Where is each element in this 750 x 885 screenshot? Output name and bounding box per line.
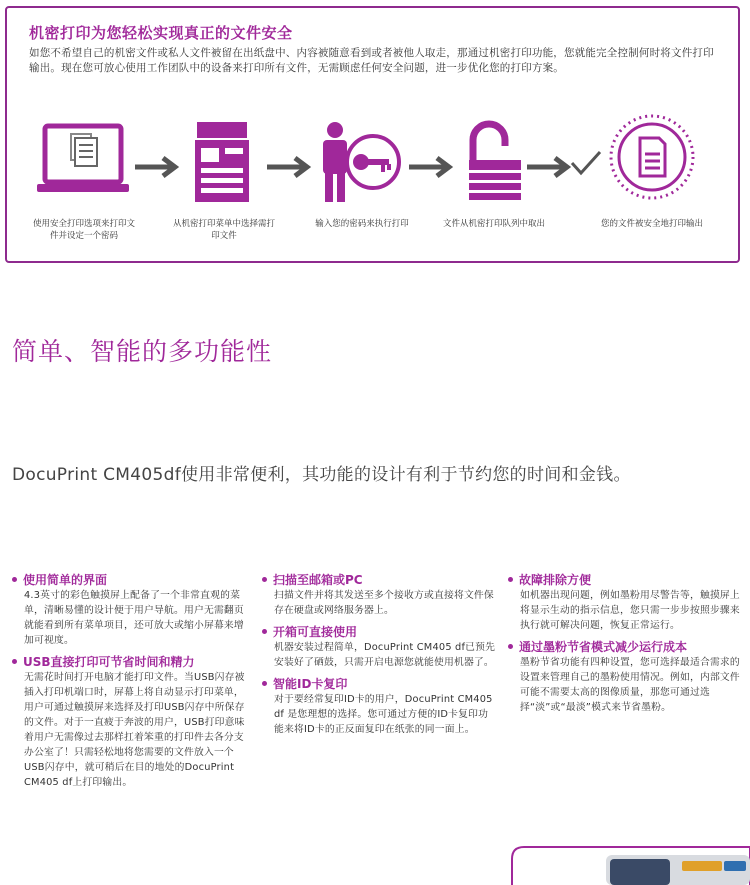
secure-document-icon [607, 112, 697, 202]
feature-item [262, 676, 498, 737]
feature-body: 机器安装过程简单，DocuPrint CM405 df已预先安装好了硒鼓，只需开启电源您就能使用机器了。 [274, 642, 496, 668]
bullet-icon [508, 644, 513, 649]
feature-body: 4.3英寸的彩色触摸屏上配备了一个非常直观的菜单，清晰易懂的设计便于用户导航。用户无需翻页就能看到所有菜单项目，还可放大或缩小屏幕来增加可视度。 [24, 590, 244, 646]
arrow-right-icon [133, 156, 183, 178]
bullet-icon [508, 577, 513, 582]
person-key-icon [319, 120, 405, 204]
secure-print-title: 机密打印为您轻松实现真正的文件安全 [29, 24, 293, 42]
feature-body: 扫描文件并将其发送至多个接收方或直接将文件保存在硬盘或网络服务器上。 [274, 590, 494, 616]
bullet-icon [262, 577, 267, 582]
arrow-right-icon [407, 156, 457, 178]
feature-body: 如机器出现问题，例如墨粉用尽警告等，触摸屏上将显示生动的指示信息，您只需一步步按照步骤来执行就可解决问题，恢复正常运行。 [520, 590, 740, 631]
feature-body: 墨粉节省功能有四种设置，您可选择最适合需求的设置来管理自己的墨粉使用情况。例如，内部文件可能不需要太高的图像质量，那您可通过选择“淡”或“最淡”模式来节省墨粉。 [520, 657, 740, 713]
feature-body: 对于要经常复印ID卡的用户，DocuPrint CM405 df 是您理想的选择。您可通过方便的ID卡复印功能来将ID卡的正反面复印在纸张的同一面上。 [274, 694, 493, 735]
section-intro: DocuPrint CM405df使用非常便利，其功能的设计有利于节约您的时间和金钱。 [12, 465, 631, 485]
feature-item [12, 654, 250, 790]
feature-column [508, 572, 744, 721]
feature-column [262, 572, 498, 743]
feature-item [12, 572, 250, 648]
unlock-icon [465, 120, 525, 204]
feature-item [262, 624, 498, 670]
feature-item [262, 572, 498, 618]
laptop-document-icon [35, 120, 131, 200]
feature-title: USB直接打印可节省时间和精力 [23, 655, 195, 669]
feature-body: 无需花时间打开电脑才能打印文件。当USB闪存被插入打印机端口时，屏幕上将自动显示打印菜单，用户可通过触摸屏来选择及打印USB闪存中所保存的文件。对于一直疲于奔波的用户，USB打印意味着用户无需像过去那样扛着笨重的打印件去各分支办公室了！只需轻松地将您需要的文件放入一个USB闪存中，就可稍后在目的地处的DocuPrint CM405 df上打印输出。 [24, 672, 245, 788]
feature-title: 通过墨粉节省模式减少运行成本 [519, 640, 688, 654]
feature-title: 故障排除方便 [519, 573, 592, 587]
feature-column [12, 572, 250, 796]
feature-item [508, 639, 744, 715]
checkmark-icon [569, 148, 603, 178]
step-caption: 文件从机密打印队列中取出 [442, 219, 545, 229]
section-heading: 简单、智能的多功能性 [12, 337, 273, 366]
bullet-icon [12, 577, 17, 582]
step-caption: 使用安全打印选项来打印文件并设定一个密码 [32, 219, 135, 241]
step-caption: 输入您的密码来执行打印 [315, 219, 409, 229]
bullet-icon [262, 681, 267, 686]
feature-title: 扫描至邮箱或PC [273, 573, 363, 587]
arrow-right-icon [525, 156, 575, 178]
bullet-icon [262, 629, 267, 634]
feature-title: 开箱可直接使用 [273, 625, 358, 639]
feature-title: 使用简单的界面 [23, 573, 108, 587]
step-caption: 您的文件被安全地打印输出 [600, 219, 703, 229]
printer-image [510, 845, 750, 885]
printer-icon [191, 120, 253, 204]
secure-print-description: 如您不希望自己的机密文件或私人文件被留在出纸盘中、内容被随意看到或者被他人取走，那通过机密打印功能，您就能完全控制何时将文件打印输出。现在您可放心使用工作团队中的设备来打印所有文件，无需顾虑任何安全问题，进一步优化您的打印方案。 [29, 47, 714, 74]
arrow-right-icon [265, 156, 315, 178]
secure-print-panel [5, 6, 740, 263]
step-caption: 从机密打印菜单中选择需打印文件 [172, 219, 275, 241]
feature-item [508, 572, 744, 633]
feature-title: 智能ID卡复印 [273, 677, 348, 691]
bullet-icon [12, 659, 17, 664]
